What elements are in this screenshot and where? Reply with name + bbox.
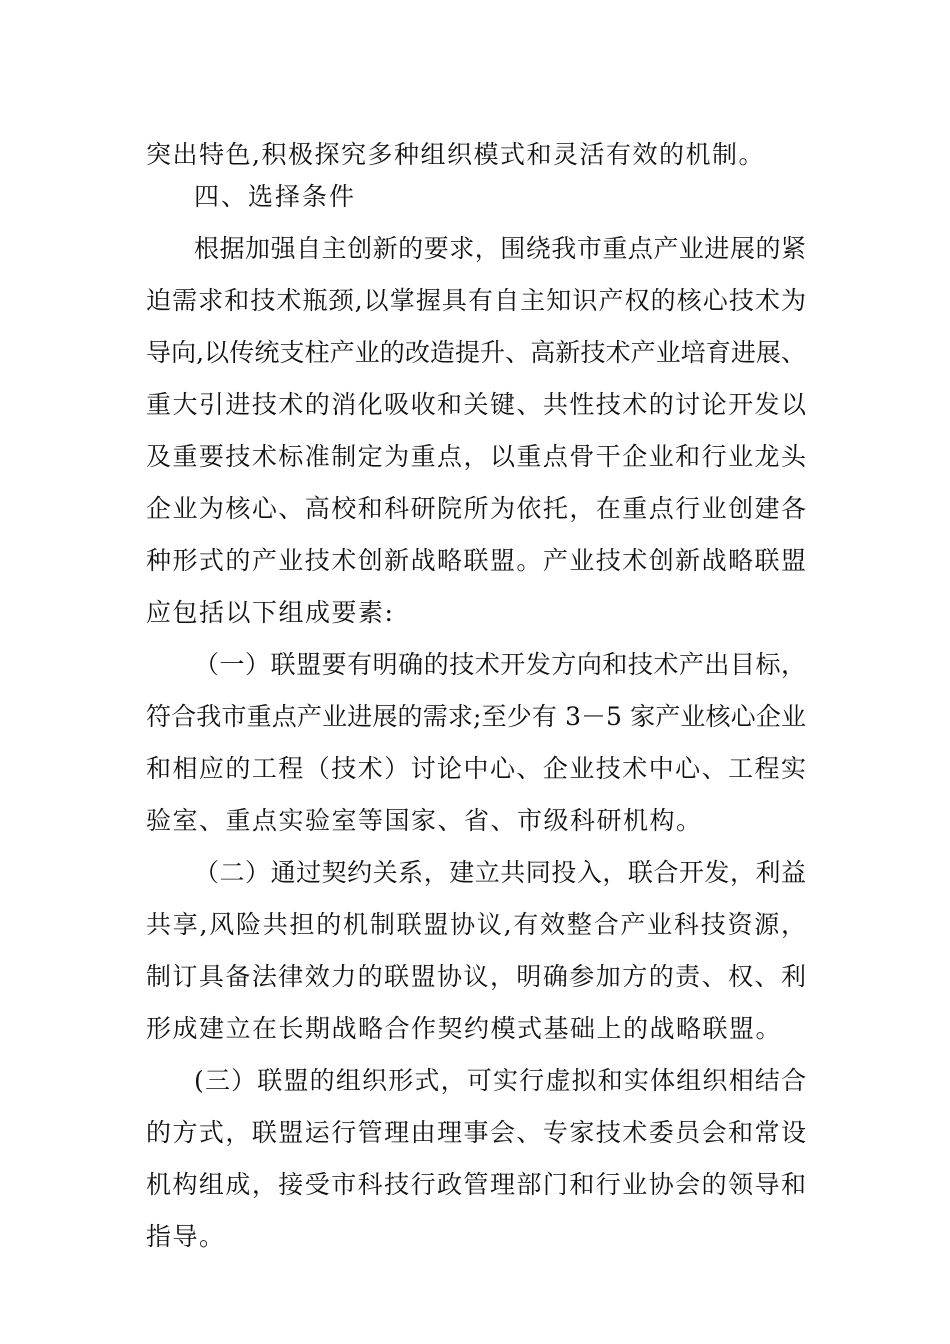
text-line-10: 应包括以下组成要素: (146, 598, 395, 627)
item-3-line-1: (三）联盟的组织形式，可实行虚拟和实体组织相结合 (194, 1066, 806, 1095)
item-2-line-1: （二）通过契约关系，建立共同投入，联合开发，利益 (194, 858, 806, 887)
text-line-7: 及重要技术标准制定为重点，以重点骨干企业和行业龙头 (146, 442, 806, 471)
text-line-4: 迫需求和技术瓶颈,以掌握具有自主知识产权的核心技术为 (146, 286, 806, 315)
item-3-line-3: 机构组成，接受市科技行政管理部门和行业协会的领导和 (146, 1170, 806, 1199)
section-heading-4: 四、选择条件 (194, 182, 357, 211)
item-1-line-1: （一）联盟要有明确的技术开发方向和技术产出目标， (194, 650, 806, 679)
item-1-line-4: 验室、重点实验室等国家、省、市级科研机构。 (146, 806, 703, 835)
text-line-6: 重大引进技术的消化吸收和关键、共性技术的讨论开发以 (146, 390, 806, 419)
item-1-line-2: 符合我市重点产业进展的需求;至少有 3－5 家产业核心企业 (146, 702, 806, 731)
text-line-3: 根据加强自主创新的要求，围绕我市重点产业进展的紧 (194, 234, 806, 263)
text-line-9: 种形式的产业技术创新战略联盟。产业技术创新战略联盟 (146, 546, 806, 575)
item-1-line-3: 和相应的工程（技术）讨论中心、企业技术中心、工程实 (146, 754, 806, 783)
item-3-line-2: 的方式，联盟运行管理由理事会、专家技术委员会和常设 (146, 1118, 806, 1147)
text-line-1: 突出特色,积极探究多种组织模式和灵活有效的机制。 (146, 140, 765, 169)
text-line-8: 企业为核心、高校和科研院所为依托，在重点行业创建各 (146, 494, 806, 523)
item-2-line-3: 制订具备法律效力的联盟协议，明确参加方的责、权、利 (146, 962, 806, 991)
item-2-line-2: 共享,风险共担的机制联盟协议,有效整合产业科技资源， (146, 910, 806, 939)
item-2-line-4: 形成建立在长期战略合作契约模式基础上的战略联盟。 (146, 1014, 783, 1043)
item-3-line-4: 指导。 (146, 1222, 226, 1251)
text-line-5: 导向,以传统支柱产业的改造提升、高新技术产业培育进展、 (146, 338, 806, 367)
